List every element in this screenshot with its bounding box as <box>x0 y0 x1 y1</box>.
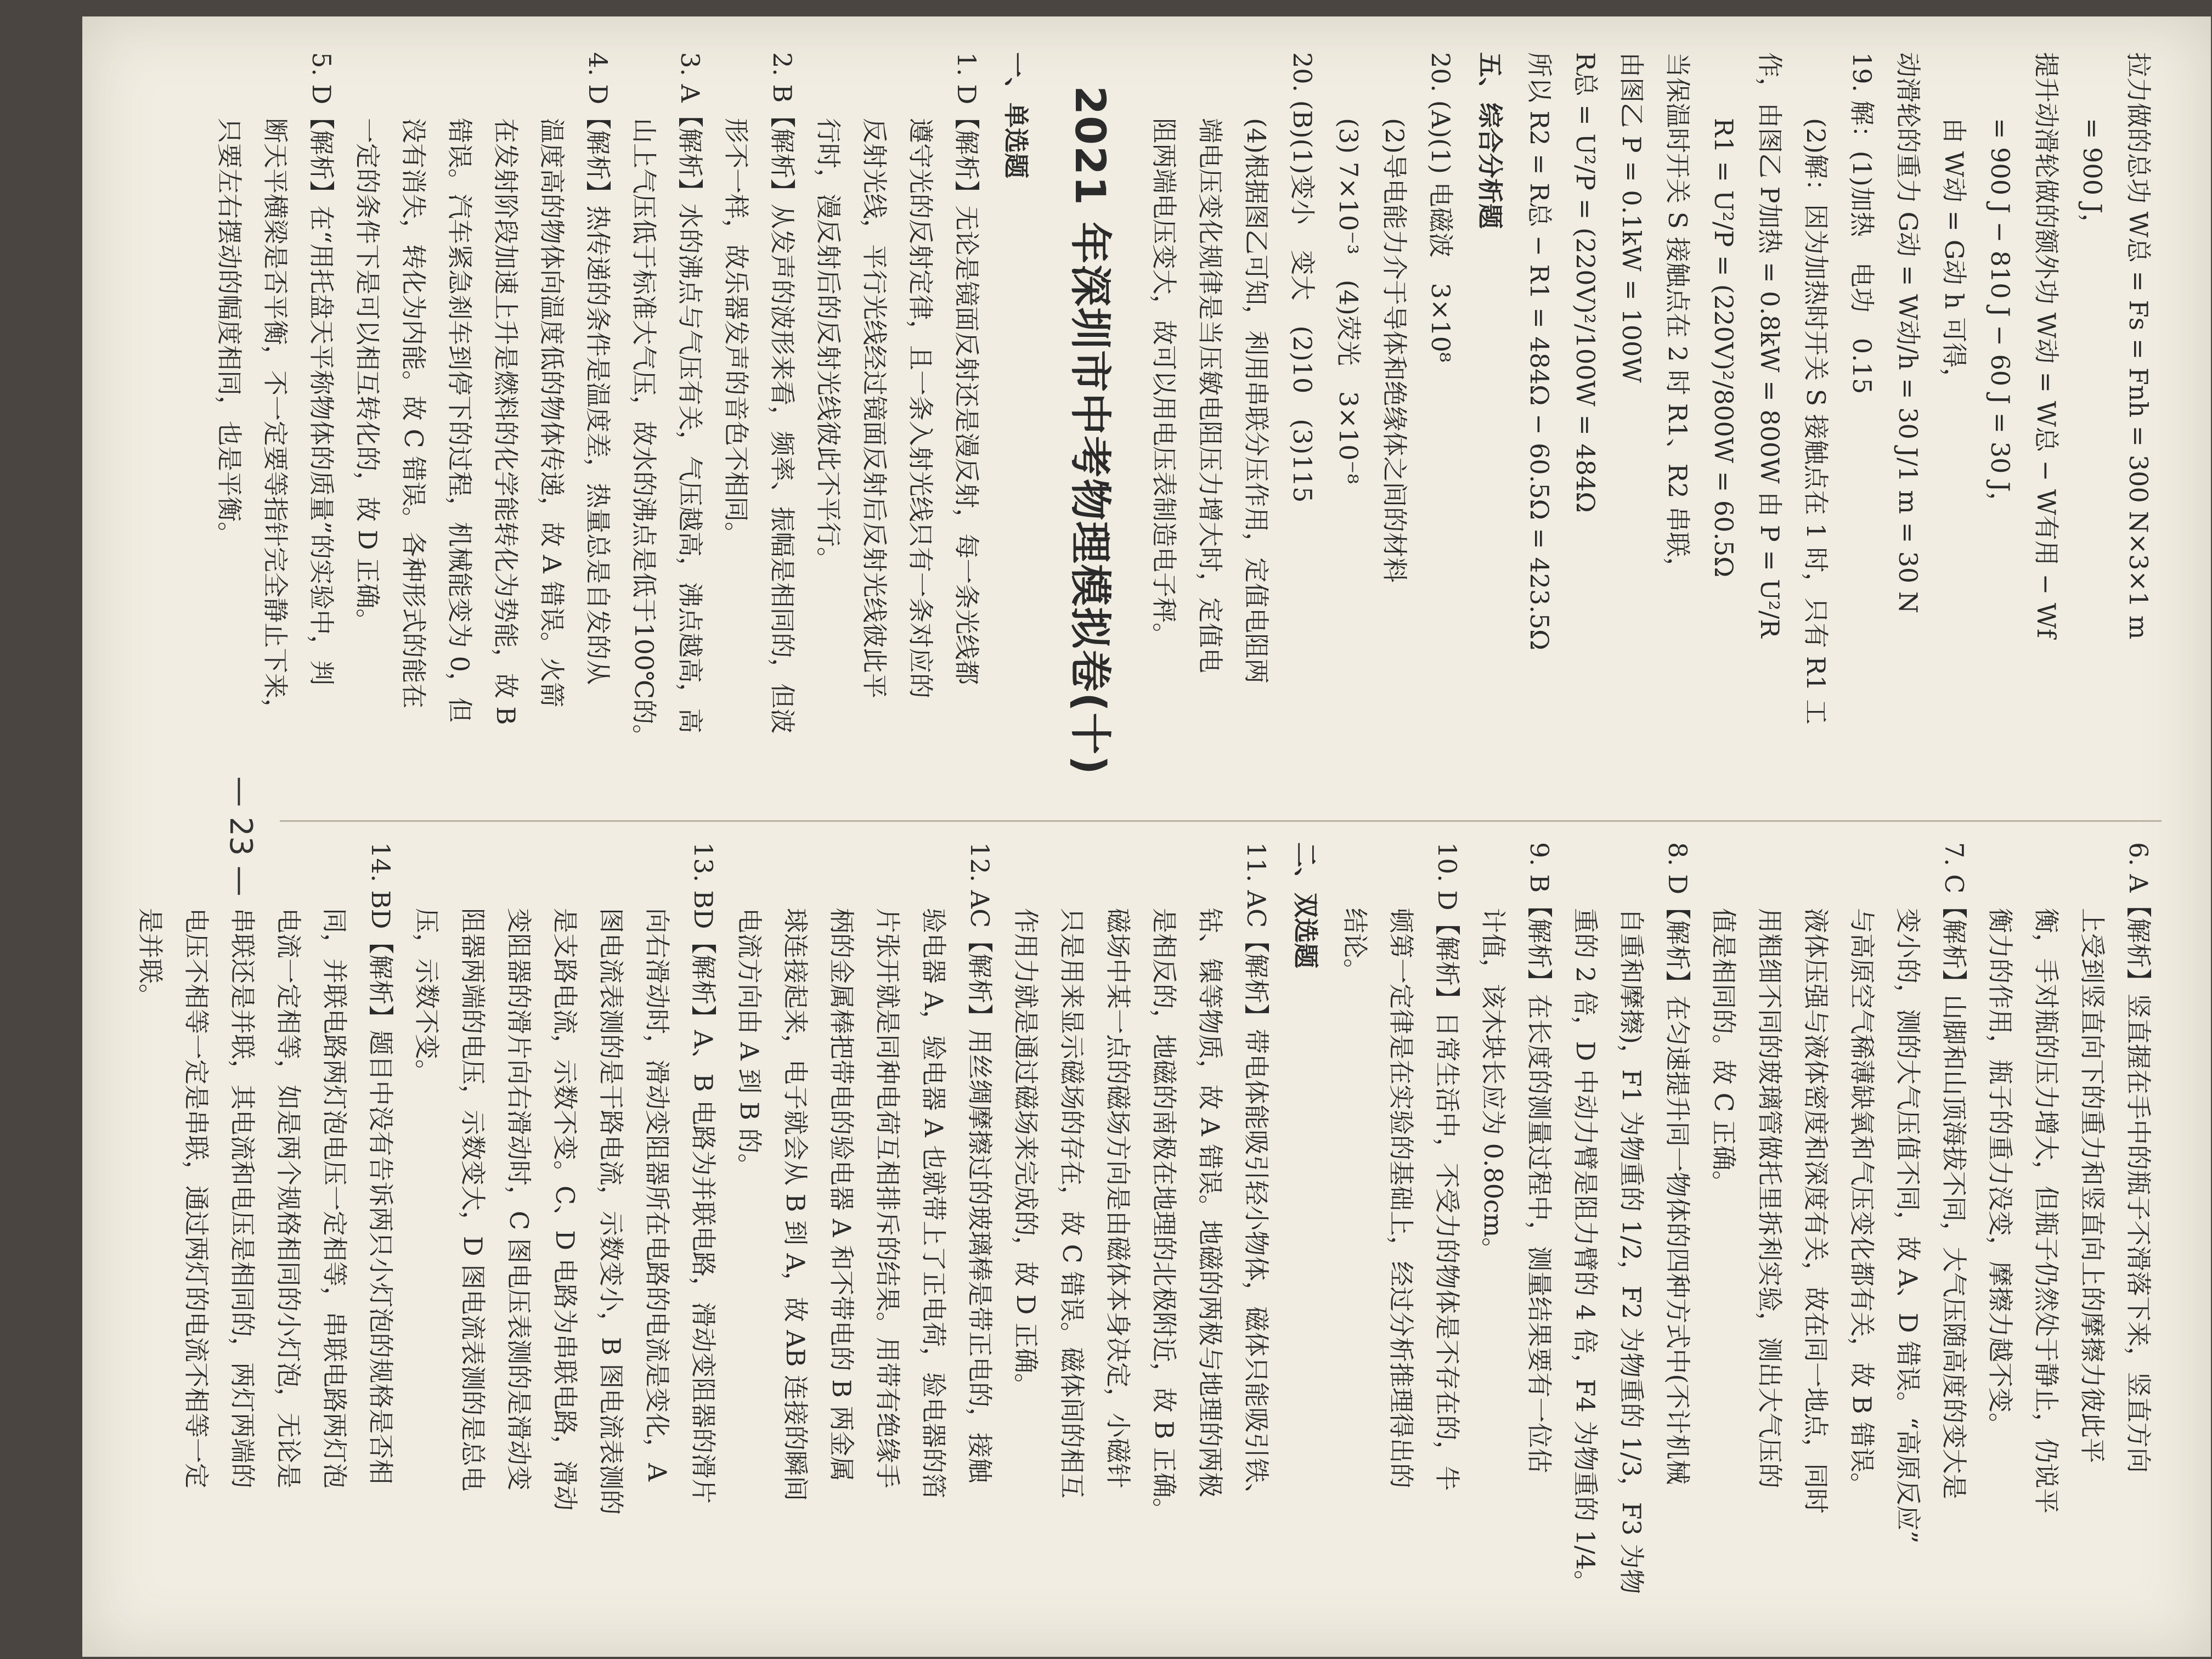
text-line: 钴、镍等物质，故 A 错误。地磁的两极与地理的两极 <box>1195 908 1225 1498</box>
text-line: 19. 解：(1)加热 电功 0.15 <box>1847 52 1877 394</box>
text-line: 11. AC【解析】带电体能吸引轻小物体，磁体只能吸引铁、 <box>1242 842 1271 1509</box>
text-line: 反射光线，平行光线经过镜面反射后反射光线彼此平 <box>860 118 889 698</box>
text-line: 20. (B)(1)变小 变大 (2)10 (3)115 <box>1288 52 1317 503</box>
text-line: 变阻器的滑片向右滑动时，C 图电压表测的是滑动变 <box>504 908 534 1491</box>
text-line: 在发射阶段加速上升是燃料的化学能转化为势能，故 B <box>491 118 521 725</box>
text-line: 6. A【解析】竖直握在手中的瓶子不滑落下来，竖直方向 <box>2124 842 2153 1473</box>
text-line: 拉力做的总功 W总 = Fs = Fnh = 300 N×3×1 m <box>2124 52 2153 640</box>
paper-sheet <box>82 16 2211 1657</box>
text-line: 7. C【解析】山脚和山顶海拔不同，大气压随高度的变大是 <box>1939 842 1969 1499</box>
text-line: 电流方向由 A 到 B 的。 <box>735 908 764 1179</box>
text-line: 是相反的，地磁的南极在地理的北极附近，故 B 正确。 <box>1149 908 1179 1523</box>
text-line: 变小的，测的大气压值不同，故 A、D 错误。“高原反应” <box>1893 908 1923 1544</box>
text-line: 动滑轮的重力 G动 = W动/h = 30 J/1 m = 30 N <box>1893 52 1923 614</box>
text-line: 球连接起来，电子就会从 B 到 A，故 AB 连接的瞬间 <box>781 908 810 1502</box>
text-line: 3. A【解析】水的沸点与气压有关，气压越高，沸点越高，高 <box>675 52 705 733</box>
text-line: 由 W动 = G动 h 可得， <box>1939 118 1969 393</box>
text-line: 柄的金属棒把带电的验电器 A 和不带电的 B 两金属 <box>827 908 856 1482</box>
text-line: 12. AC【解析】用丝绸摩擦过的玻璃棒是带正电的，接触 <box>965 842 995 1483</box>
text-line: 所以 R2 = R总 − R1 = 484Ω − 60.5Ω = 423.5Ω <box>1525 52 1554 651</box>
right-column-lines <box>127 842 2162 1599</box>
text-line: 由图乙 P = 0.1kW = 100W <box>1617 52 1646 383</box>
text-line: 14. BD【解析】题目中没有告诉两只小灯泡的规格是否相 <box>366 842 396 1485</box>
text-line: 图电流表测的是干路电流，示数变小，B 图电流表测的 <box>596 908 626 1515</box>
text-line: 上受到竖直向下的重力和竖直向上的摩擦力彼此平 <box>2078 908 2107 1463</box>
text-line: 作用力就是通过磁场来完成的，故 D 正确。 <box>1011 908 1041 1399</box>
text-line: 重的 2 倍，D 中动力臂是阻力臂的 4 倍，F4 为物重的 1/4。 <box>1571 908 1600 1595</box>
text-line: 与高原空气稀薄缺氧和气压变化都有关，故 B 错误。 <box>1847 908 1877 1498</box>
text-line: 2. B【解析】从发声的波形来看，频率、振幅是相同的，但波 <box>768 52 797 734</box>
text-line: 电流一定相等，如是两个规格相同的小灯泡，无论是 <box>274 908 303 1488</box>
text-line: 作，由图乙 P加热 = 0.8kW = 800W 由 P = U²/R <box>1755 52 1785 638</box>
text-line: 计值，该木块长应为 0.80cm。 <box>1479 908 1508 1263</box>
text-line: R总 = U²/P = (220V)²/100W = 484Ω <box>1571 52 1600 513</box>
text-line: 10. D【解析】日常生活中，不受力的物体是不存在的，牛 <box>1432 842 1462 1491</box>
left-column-lines <box>1141 52 2162 809</box>
text-line: 断天平横梁是否平衡，不一定要等指针完全静止下来， <box>261 118 290 724</box>
text-line: 端电压变化规律是当压敏电阻压力增大时，定值电 <box>1195 118 1225 673</box>
text-line: 液体压强与液体密度和深度有关，故在同一地点，同时 <box>1801 908 1831 1514</box>
text-line: 山上气压低于标准大气压，故水的沸点是低于100℃的。 <box>629 118 659 750</box>
text-line: 阻器两端的电压，示数变大，D 图电流表测的是总电 <box>458 908 488 1492</box>
text-line: 只是用来显示磁场的存在，故 C 错误。磁体间的相互 <box>1057 908 1087 1499</box>
text-line: 13. BD【解析】A、B 电路为并联电路，滑动变阻器的滑片 <box>689 842 718 1504</box>
text-line: 9. B【解析】在长度的测量过程中，测量结果要有一位估 <box>1525 842 1554 1474</box>
text-line: 磁场中某一点的磁场方向是由磁体本身决定，小磁针 <box>1103 908 1133 1488</box>
text-line: 是支路电流，示数不变。C、D 电路为串联电路，滑动 <box>550 908 580 1511</box>
text-line: = 900 J， <box>2078 118 2107 239</box>
right-column <box>127 842 2162 1599</box>
section-heading: 一、单选题 <box>1001 52 1031 178</box>
text-line: 顿第一定律是在实验的基础上，经过分析推理得出的 <box>1386 908 1416 1488</box>
section-heading: 二、双选题 <box>1291 842 1321 968</box>
text-line: 压，示数不变。 <box>412 908 442 1085</box>
text-line: 遵守光的反射定律，且一条入射光线只有一条对应的 <box>906 118 935 698</box>
text-line: 温度高的物体向温度低的物体传递，故 A 错误。火箭 <box>537 118 567 708</box>
text-line: 20. (A)(1) 电磁波 3×10⁸ <box>1426 52 1455 363</box>
text-line: (4)根据图乙可知，利用串联分压作用，定值电阻两 <box>1242 118 1271 684</box>
text-line: 4. D【解析】热传递的条件是温度差，热量总是自发的从 <box>583 52 613 685</box>
text-line: 一定的条件下是可以相互转化的，故 D 正确。 <box>353 118 382 634</box>
text-line: 行时，漫反射后的反射光线彼此不平行。 <box>814 118 843 572</box>
left-column <box>206 52 2162 809</box>
text-line: 电压不相等一定是串联，通过两灯的电流不相等一定 <box>182 908 211 1488</box>
page-number: — 23 — <box>223 776 258 896</box>
rotated-page <box>136 19 2183 1638</box>
text-line: 错误。汽车紧急刹车到停下的过程，机械能变为 0，但 <box>445 118 475 723</box>
section-heading: 五、综合分析题 <box>1475 52 1505 229</box>
text-line: 片张开就是同种电荷互相排斥的结果。用带有绝缘手 <box>873 908 902 1488</box>
text-line: 1. D【解析】无论是镜面反射还是漫反射，每一条光线都 <box>952 52 981 685</box>
text-line: 没有消失，转化为内能。故 C 错误。各种形式的能在 <box>399 118 428 709</box>
text-line: = 900 J − 810 J − 60 J = 30 J， <box>1985 118 2015 517</box>
text-line: 当保温时开关 S 接触点在 2 时 R1、R2 串联， <box>1663 52 1692 583</box>
exam-title: 2021 年深圳市中考物理模拟卷(十) <box>1066 86 1115 776</box>
text-line: (2)导电能力介于导体和绝缘体之间的材料 <box>1380 118 1409 583</box>
text-line: 形不一样，故乐器发声的音色不相同。 <box>721 118 751 547</box>
text-line: 阻两端电压变大，故可以用电压表制造电子秤。 <box>1149 118 1179 648</box>
text-line: 5. D【解析】在“用托盘天平称物体的质量”的实验中，判 <box>307 52 336 686</box>
text-line: 是并联。 <box>136 908 165 1009</box>
text-line: 用粗细不同的玻璃管做托里拆利实验，测出大气压的 <box>1755 908 1785 1488</box>
text-line: 结论。 <box>1340 908 1370 984</box>
text-line: (3) 7×10⁻³ (4)荧光 3×10⁻⁸ <box>1334 118 1363 484</box>
text-line: 只要左右摆动的幅度相同，也是平衡。 <box>215 118 244 547</box>
text-line: 衡，手对瓶的压力增大，但瓶子仍然处于静止，仍说平 <box>2032 908 2061 1514</box>
text-line: R1 = U²/P = (220V)²/800W = 60.5Ω <box>1709 118 1739 578</box>
text-line: 验电器 A，验电器 A 也就带上了正电荷，验电器的箔 <box>919 908 949 1499</box>
text-line: 自重和摩擦)，F1 为物重的 1/2，F2 为物重的 1/3，F3 为物 <box>1617 908 1646 1594</box>
text-line: 值是相同的。故 C 正确。 <box>1709 908 1739 1196</box>
text-line: 提升动滑轮做的额外功 W动 = W总 − W有用 − Wf <box>2032 52 2061 639</box>
text-line: 8. D【解析】在匀速提升同一物体的四种方式中(不计机械 <box>1663 842 1692 1485</box>
text-line: 衡力的作用，瓶子的重力没变，摩擦力越不变。 <box>1985 908 2015 1438</box>
text-line: (2)解：因为加热时开关 S 接触点在 1 时，只有 R1 工 <box>1801 118 1831 725</box>
text-line: 同，并联电路两灯泡电压一定相等，串联电路两灯泡 <box>320 908 349 1488</box>
text-line: 向右滑动时，滑动变阻器所在电路的电流是变化，A <box>642 908 672 1482</box>
left-column-lines-after-title <box>206 52 1039 809</box>
text-line: 串联还是并联，其电流和电压是相同的，两灯两端的 <box>228 908 257 1488</box>
column-divider <box>280 820 2162 822</box>
